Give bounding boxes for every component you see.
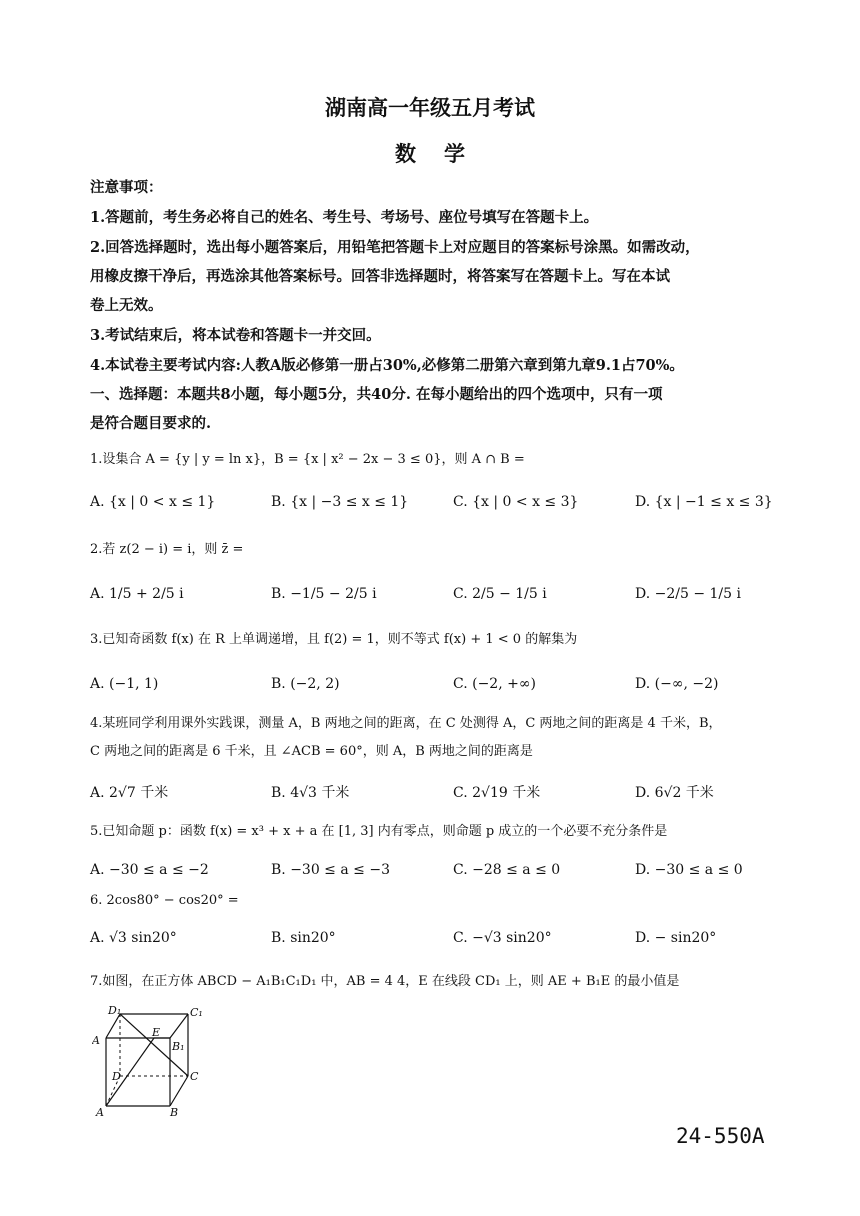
label-E: E bbox=[152, 1026, 161, 1039]
question-6-option-d: D. − sin20° bbox=[635, 930, 717, 946]
question-4-stem-line-2: C 两地之间的距离是 6 千米，且 ∠ACB = 60°，则 A，B 两地之间的距离是 bbox=[90, 744, 533, 759]
label-D: D bbox=[112, 1070, 121, 1083]
cube-figure bbox=[92, 1004, 222, 1122]
question-6-option-c: C. −√3 sin20° bbox=[453, 930, 552, 946]
note-3: 3.考试结束后，将本试卷和答题卡一并交回。 bbox=[90, 327, 381, 344]
exam-subject: 数学 bbox=[395, 141, 493, 166]
note-2b: 用橡皮擦干净后，再选涂其他答案标号。回答非选择题时，将答案写在答题卡上。写在本试 bbox=[90, 268, 670, 285]
section-heading-1: 一、选择题：本题共8小题，每小题5分，共40分. 在每小题给出的四个选项中，只有一项 bbox=[90, 386, 663, 403]
question-3-stem: 3.已知奇函数 f(x) 在 R 上单调递增，且 f(2) = 1，则不等式 f(x) + 1 < 0 的解集为 bbox=[90, 632, 578, 647]
question-2-option-a: A. 1/5 + 2/5 i bbox=[90, 586, 184, 602]
question-1-option-b: B. {x | −3 ≤ x ≤ 1} bbox=[271, 494, 409, 510]
label-B: B bbox=[170, 1106, 179, 1119]
question-6-stem: 6. 2cos80° − cos20° = bbox=[90, 893, 239, 908]
question-4-option-c: C. 2√19 千米 bbox=[453, 785, 541, 801]
label-A: A bbox=[96, 1106, 104, 1119]
exam-title: 湖南高一年级五月考试 bbox=[325, 95, 535, 120]
question-4-stem: 4.某班同学利用课外实践课，测量 A，B 两地之间的距离，在 C 处测得 A，C 两地之间的距离是 4 千米，B， bbox=[90, 716, 722, 731]
question-5-stem: 5.已知命题 p：函数 f(x) = x³ + x + a 在 [1, 3] 内有零点，则命题 p 成立的一个必要不充分条件是 bbox=[90, 824, 668, 839]
note-4: 4.本试卷主要考试内容:人教A版必修第一册占30%,必修第二册第六章到第九章9.1占70%。 bbox=[90, 357, 684, 374]
question-1-stem: 1.设集合 A = {y | y = ln x}，B = {x | x² − 2x − 3 ≤ 0}，则 A ∩ B = bbox=[90, 452, 525, 467]
section-heading-2: 是符合题目要求的. bbox=[90, 415, 212, 432]
notes-heading: 注意事项： bbox=[90, 179, 163, 196]
label-C1: C₁ bbox=[190, 1006, 203, 1019]
question-5-option-c: C. −28 ≤ a ≤ 0 bbox=[453, 862, 561, 878]
question-2-option-c: C. 2/5 − 1/5 i bbox=[453, 586, 547, 602]
question-5-option-b: B. −30 ≤ a ≤ −3 bbox=[271, 862, 390, 878]
question-3-option-d: D. (−∞, −2) bbox=[635, 676, 719, 692]
question-1-option-c: C. {x | 0 < x ≤ 3} bbox=[453, 494, 579, 510]
question-6-option-b: B. sin20° bbox=[271, 930, 336, 946]
question-5-option-d: D. −30 ≤ a ≤ 0 bbox=[635, 862, 743, 878]
question-4-option-d: D. 6√2 千米 bbox=[635, 785, 714, 801]
exam-code: 24-550A bbox=[676, 1124, 765, 1148]
question-7-stem: 7.如图，在正方体 ABCD − A₁B₁C₁D₁ 中，AB = 4 4，E 在线段 CD₁ 上，则 AE + B₁E 的最小值是 bbox=[90, 974, 680, 989]
question-3-option-a: A. (−1, 1) bbox=[90, 676, 159, 692]
question-4-option-a: A. 2√7 千米 bbox=[90, 785, 169, 801]
note-2c: 卷上无效。 bbox=[90, 297, 163, 314]
question-1-option-a: A. {x | 0 < x ≤ 1} bbox=[90, 494, 216, 510]
note-1: 1.答题前，考生务必将自己的姓名、考生号、考场号、座位号填写在答题卡上。 bbox=[90, 209, 599, 226]
question-1-option-d: D. {x | −1 ≤ x ≤ 3} bbox=[635, 494, 773, 510]
question-3-option-b: B. (−2, 2) bbox=[271, 676, 340, 692]
question-4-option-b: B. 4√3 千米 bbox=[271, 785, 350, 801]
question-3-option-c: C. (−2, +∞) bbox=[453, 676, 536, 692]
question-2-stem: 2.若 z(2 − i) = i，则 z̄ = bbox=[90, 542, 244, 557]
question-6-option-a: A. √3 sin20° bbox=[90, 930, 177, 946]
question-2-option-d: D. −2/5 − 1/5 i bbox=[635, 586, 741, 602]
label-D1: D₁ bbox=[108, 1004, 122, 1017]
label-B1: B₁ bbox=[172, 1040, 185, 1053]
question-2-option-b: B. −1/5 − 2/5 i bbox=[271, 586, 377, 602]
question-5-option-a: A. −30 ≤ a ≤ −2 bbox=[90, 862, 209, 878]
note-2a: 2.回答选择题时，选出每小题答案后，用铅笔把答题卡上对应题目的答案标号涂黑。如需改动， bbox=[90, 239, 700, 256]
label-C: C bbox=[190, 1070, 199, 1083]
label-A1: A bbox=[92, 1034, 100, 1047]
